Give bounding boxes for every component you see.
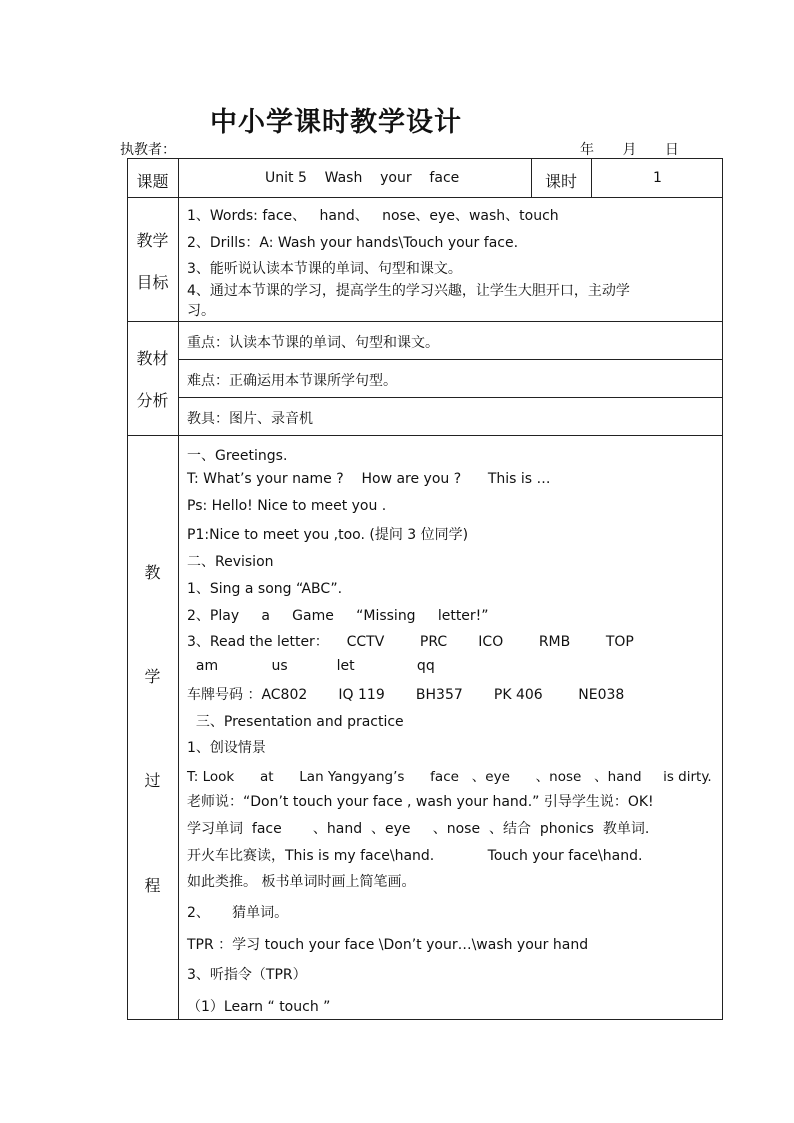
process-line: 1、创设情景 [187, 740, 266, 756]
materials-label-1: 教材 [136, 349, 169, 368]
row-divider [127, 197, 723, 198]
column-divider [178, 158, 179, 1020]
process-line: 3、Read the letter： CCTV PRC ICO RMB TOP [187, 634, 634, 650]
date-month-label: 月 [622, 142, 637, 158]
row-divider [127, 321, 723, 322]
goal-line: 1、Words: face、 hand、 nose、eye、wash、touch [187, 208, 559, 224]
process-label-1: 教 [144, 563, 161, 582]
date-fields [580, 139, 703, 159]
date-day-label: 日 [664, 142, 679, 158]
goal-line: 4、通过本节课的学习，提高学生的学习兴趣，让学生大胆开口，主动学 [187, 283, 630, 299]
page-title: 中小学课时教学设计 [210, 107, 462, 138]
period-label: 课时 [545, 172, 578, 191]
process-line: T: What’s your name ? How are you ? This is … [187, 471, 551, 487]
process-line: 三、Presentation and practice [187, 714, 404, 730]
topic-label: 课题 [136, 172, 169, 191]
process-line: P1:Nice to meet you ,too. (提问 3 位同学) [187, 527, 469, 543]
process-line: 一、Greetings. [187, 448, 288, 464]
goals-label-1: 教学 [136, 231, 169, 250]
process-line: （1）Learn “ touch ” [187, 999, 331, 1015]
process-line: 3、听指令（TPR） [187, 967, 307, 983]
key-points-text: 重点：认读本节课的单词、句型和课文。 [187, 335, 439, 351]
process-line: 2、 猜单词。 [187, 905, 289, 921]
goals-label-2: 目标 [136, 273, 169, 292]
process-line: 车牌号码 ：AC802 IQ 119 BH357 PK 406 NE038 [187, 687, 625, 703]
process-line: 二、Revision [187, 554, 274, 570]
process-line: Ps: Hello! Nice to meet you . [187, 498, 387, 514]
process-label-3: 过 [144, 771, 161, 790]
process-line: 老师说：“Don’t touch your face , wash your hand.” 引导学生说：OK! [187, 794, 654, 810]
teacher-label: 执教者： [120, 142, 176, 158]
tools-text: 教具：图片、录音机 [187, 411, 313, 427]
process-line: 学习单词 face 、hand 、eye 、nose 、结合 phonics 教单词. [187, 821, 650, 837]
row-divider [179, 397, 723, 398]
goal-line: 习。 [187, 303, 215, 319]
goal-line: 2、Drills：A: Wash your hands\Touch your face. [187, 235, 519, 251]
process-line: 如此类推。 板书单词时画上简笔画。 [187, 874, 416, 890]
process-line: TPR ：学习 touch your face \Don’t your…\wash your hand [187, 937, 589, 953]
row-divider [127, 435, 723, 436]
process-line: T: Look at Lan Yangyang’s face 、eye 、nose 、hand is dirty. [187, 769, 712, 785]
process-label-2: 学 [144, 667, 161, 686]
column-divider [591, 158, 592, 198]
date-year-label: 年 [580, 142, 594, 158]
table-border-top [127, 158, 723, 159]
process-line: 开火车比赛读，This is my face\hand. Touch your face\hand. [187, 848, 643, 864]
difficulties-text: 难点：正确运用本节课所学句型。 [187, 373, 397, 389]
goal-line: 3、能听说认读本节课的单词、句型和课文。 [187, 261, 462, 277]
column-divider [531, 158, 532, 198]
process-line: 1、Sing a song “ABC”. [187, 581, 343, 597]
process-line: am us let qq [187, 658, 435, 674]
period-value: 1 [653, 170, 662, 186]
topic-value: Unit 5 Wash your face [265, 170, 460, 186]
table-border-right [722, 158, 723, 1020]
process-label-4: 程 [144, 876, 161, 895]
process-line: 2、Play a Game “Missing letter!” [187, 608, 489, 624]
table-border-bottom [127, 1019, 723, 1020]
materials-label-2: 分析 [136, 391, 169, 410]
row-divider [179, 359, 723, 360]
